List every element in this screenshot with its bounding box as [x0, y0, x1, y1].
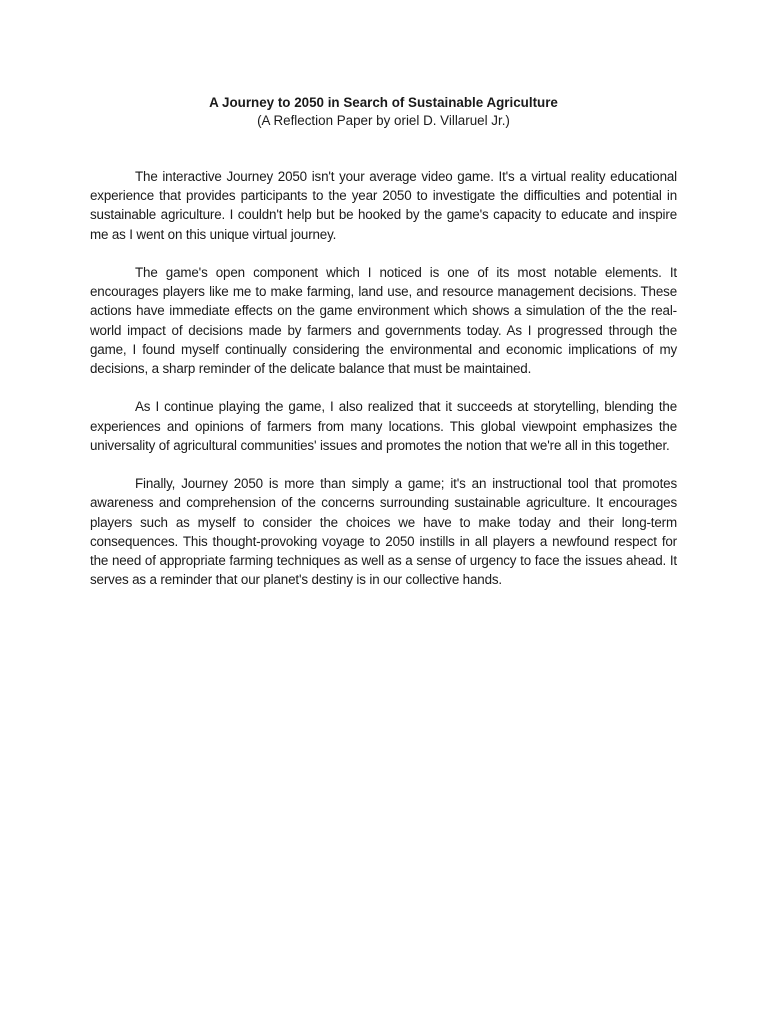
document-subtitle: (A Reflection Paper by oriel D. Villaruel Jr.) [257, 113, 510, 128]
paragraph-4: Finally, Journey 2050 is more than simply a game; it's an instructional tool that promotes awareness and comprehension of the concerns surrounding sustainable agriculture. It encourages players such as myself to consider the choices we have to make today and their long-term consequences. This thought-provoking voyage to 2050 instills in all players a newfound respect for the need of appropriate farming techniques as well as a sense of urgency to face the issues ahead. It serves as a reminder that our planet's destiny is in our collective hands. [90, 476, 677, 588]
paragraph-3: As I continue playing the game, I also realized that it succeeds at storytelling, blending the experiences and opinions of farmers from many locations. This global viewpoint emphasizes the universality of agricultural communities' issues and promotes the notion that we're all in this together. [90, 399, 677, 453]
paragraph-1: The interactive Journey 2050 isn't your average video game. It's a virtual reality educational experience that provides participants to the year 2050 to investigate the difficulties and potential in sustainable agriculture. I couldn't help but be hooked by the game's capacity to educate and inspire me as I went on this unique virtual journey. [90, 169, 677, 242]
document-body [90, 94, 677, 609]
paragraph-2: The game's open component which I noticed is one of its most notable elements. It encourages players like me to make farming, land use, and resource management decisions. These actions have immediate effects on the game environment which shows a simulation of the the real-world impact of decisions made by farmers and governments today. As I progressed through the game, I found myself continually considering the environmental and economic implications of my decisions, a sharp reminder of the delicate balance that must be maintained. [90, 265, 677, 377]
document-title: A Journey to 2050 in Search of Sustainable Agriculture [209, 95, 558, 110]
